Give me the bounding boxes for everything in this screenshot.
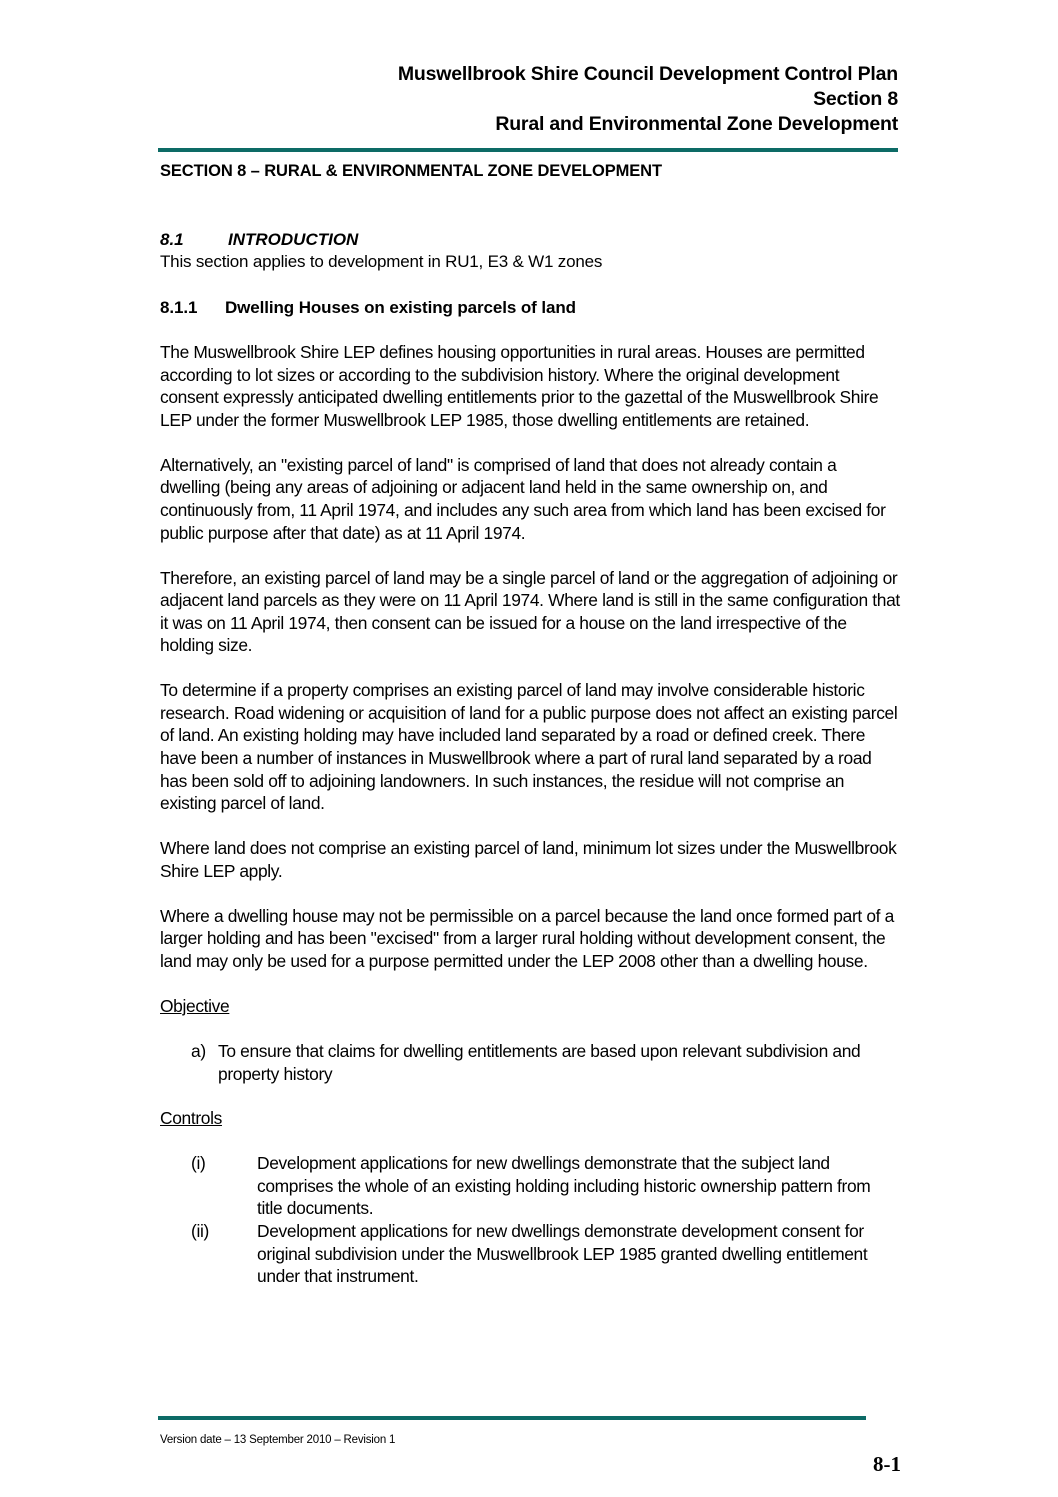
subsection-heading <box>160 298 900 318</box>
header-rule <box>158 148 898 152</box>
header-section-name: Rural and Environmental Zone Development <box>495 113 898 135</box>
body-text <box>160 341 900 1288</box>
subsection-number: 8.1.1 <box>160 298 198 317</box>
control-item <box>160 1220 900 1288</box>
intro-number: 8.1 <box>160 230 184 249</box>
paragraph: Alternatively, an "existing parcel of land" is comprised of land that does not already contain a dwelling (being any areas of adjoining or adjacent land held in the same ownership on, and continuously from, 11 April 1974, and includes any such area from which land has been excised for public purpose after that date) as at 11 April 1974. <box>160 454 886 543</box>
section-title: SECTION 8 – RURAL & ENVIRONMENTAL ZONE DEVELOPMENT <box>160 162 662 180</box>
control-item <box>160 1152 900 1220</box>
header-plan-title: Muswellbrook Shire Council Development Control Plan <box>397 63 898 85</box>
paragraph: To determine if a property comprises an existing parcel of land may involve considerable historic research. Road widening or acquisition of land for a public purpose does not affect an existing parcel of land. An existing holding may have included land separated by a road or defined creek. There have been a number of instances in Muswellbrook where a part of rural land separated by a road has been sold off to adjoining landowners. In such instances, the residue will not comprise an existing parcel of land. <box>160 680 898 814</box>
running-header <box>398 62 898 137</box>
objective-item-text: To ensure that claims for dwelling entitlements are based upon relevant subdivision and property history <box>218 1040 861 1084</box>
control-item-label: (ii) <box>191 1220 209 1241</box>
objective-heading: Objective <box>160 996 230 1016</box>
controls-heading: Controls <box>160 1108 222 1129</box>
version-date: Version date – 13 September 2010 – Revision 1 <box>160 1434 396 1446</box>
paragraph: Where a dwelling house may not be permissible on a parcel because the land once formed part of a larger holding and has been "excised" from a larger rural holding without development consent, the land may only be used for a purpose permitted under the LEP 2008 other than a dwelling house. <box>160 905 894 972</box>
control-item-text: Development applications for new dwellings demonstrate that the subject land comprises the whole of an existing holding including historic ownership pattern from title documents. <box>257 1153 871 1219</box>
intro-title: INTRODUCTION <box>228 230 359 249</box>
paragraph: Where land does not comprise an existing parcel of land, minimum lot sizes under the Muswellbrook Shire LEP apply. <box>160 838 897 881</box>
intro-text: This section applies to development in RU1, E3 & W1 zones <box>160 252 603 271</box>
control-item-text: Development applications for new dwellings demonstrate development consent for original subdivision under the Muswellbrook LEP 1985 granted dwelling entitlement under that instrument. <box>257 1220 868 1287</box>
control-item-label: (i) <box>191 1153 206 1174</box>
subsection-title: Dwelling Houses on existing parcels of land <box>225 298 576 317</box>
header-section: Section 8 <box>813 88 898 110</box>
objective-item <box>160 1040 900 1085</box>
paragraph: The Muswellbrook Shire LEP defines housing opportunities in rural areas. Houses are permitted according to lot sizes or according to the subdivision history. Where the original development consent expressly anticipated dwelling entitlements prior to the gazettal of the Muswellbrook Shire LEP under the former Muswellbrook LEP 1985, those dwelling entitlements are retained. <box>160 342 879 430</box>
objective-item-label: a) <box>191 1040 206 1061</box>
paragraph: Therefore, an existing parcel of land may be a single parcel of land or the aggregation of adjoining or adjacent land parcels as they were on 11 April 1974. Where land is still in the same configuration that it was on 11 April 1974, then consent can be issued for a house on the land irrespective of the holding size. <box>160 567 900 656</box>
intro-heading <box>160 230 900 250</box>
footer-rule <box>158 1416 866 1420</box>
page-number: 8-1 <box>873 1452 901 1476</box>
